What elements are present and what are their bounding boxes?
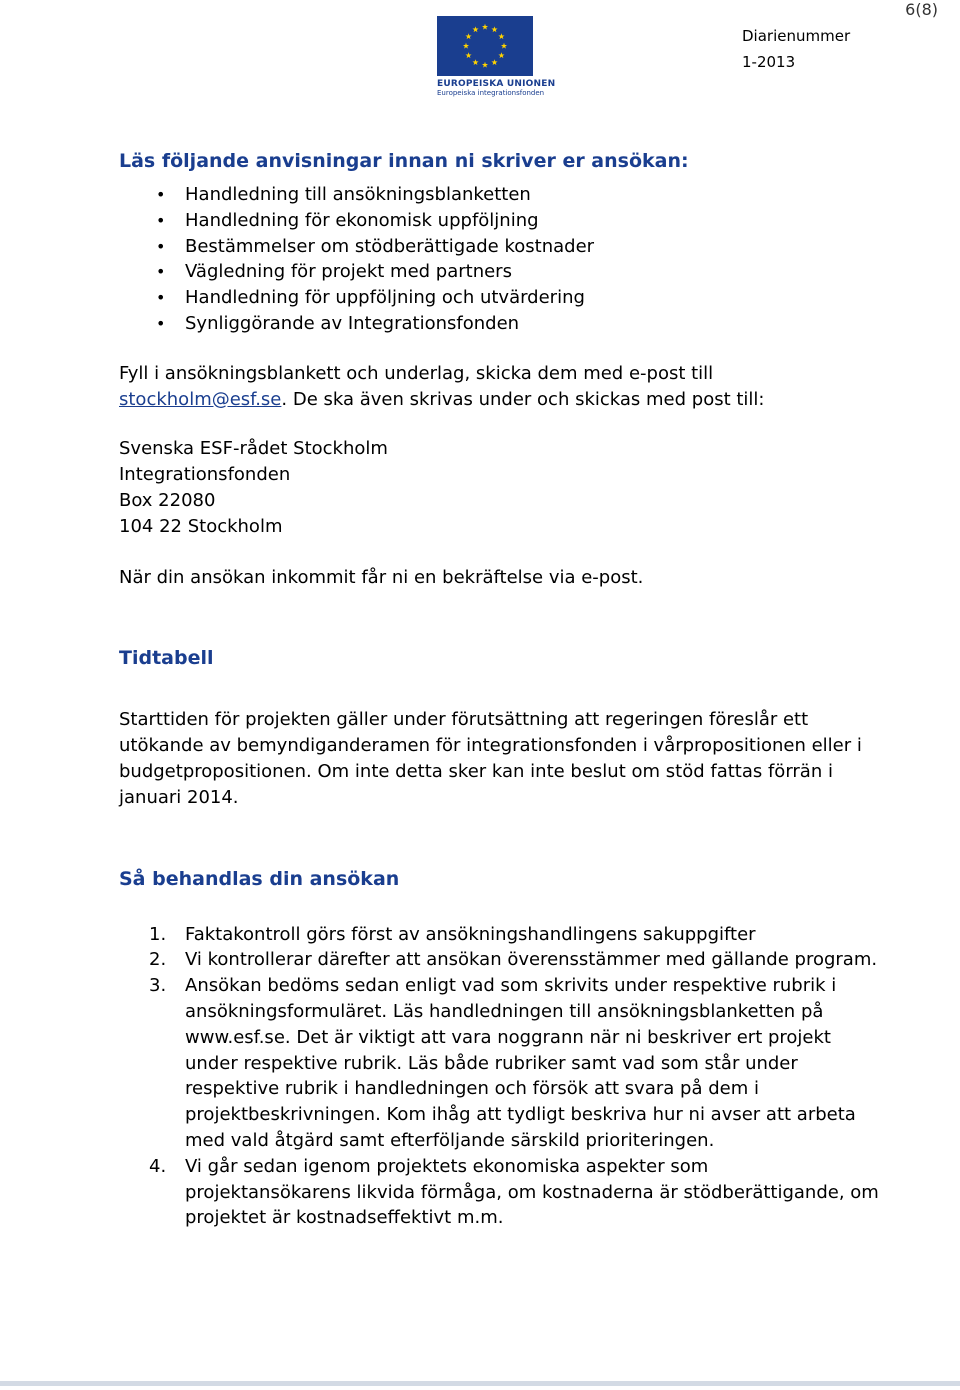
page-number: 6(8) [905,0,938,19]
step-text: Ansökan bedöms sedan enligt vad som skrivits under respektive rubrik i ansökningsformuläret. Läs handledningen till ansökningsblanketten på www.esf.se. Det är viktigt att vara noggrann när ni beskriver ert projekt under respektive rubrik. Läs både rubriker samt vad som står under respektive rubrik i handledningen och försök att svara på dem i projektbeskrivningen. Kom ihåg att tydligt beskriva hur ni avser att arbeta med vald åtgärd samt efterföljande särskild prioriteringen. [185,975,856,1151]
email-link[interactable]: stockholm@esf.se [119,388,282,410]
post-text: . De ska även skrivas under och skickas med post till: [281,388,765,410]
diarienummer-value: 1-2013 [742,53,796,71]
star-icon [491,26,497,32]
diarienummer [742,23,850,75]
document-body [119,148,879,1231]
address-line: Svenska ESF-rådet Stockholm [119,438,388,460]
list-item: • Vägledning för projekt med partners [185,259,879,285]
star-icon [498,52,504,58]
list-item: • Bestämmelser om stödberättigade kostnader [185,234,879,260]
list-item: • Handledning till ansökningsblanketten [185,182,879,208]
logo-line2: Europeiska integrationsfonden [437,89,545,97]
eu-logo [437,16,556,102]
logo-line1: EUROPEISKA UNIONEN [437,79,556,89]
star-icon [472,26,478,32]
eu-stars-icon [437,16,533,76]
list-item: • Handledning för uppföljning och utvärdering [185,285,879,311]
step-item [119,1154,879,1231]
step-item [119,947,879,973]
step-text: Vi kontrollerar därefter att ansökan överensstämmer med gällande program. [185,949,878,971]
star-icon [498,33,504,39]
address-block [119,436,879,539]
address-line: 104 22 Stockholm [119,515,283,537]
star-icon [482,62,488,68]
send-text: Fyll i ansökningsblankett och underlag, skicka dem med e-post till [119,362,714,384]
send-paragraph [119,361,879,413]
star-icon [463,43,469,49]
eu-flag-icon [437,16,533,76]
star-icon [472,59,478,65]
timetable-text: Starttiden för projekten gäller under förutsättning att regeringen föreslår ett utökande av bemyndiganderamen för integrationsfonden i vårpropositionen eller i budgetpropositionen. Om inte detta sker kan inte beslut om stöd fattas förrän i januari 2014. [119,709,862,808]
step-number: 2. [149,949,167,971]
step-item [119,973,879,1154]
process-steps [119,922,879,1232]
step-item [119,922,879,948]
instructions-list [119,182,879,337]
address-line: Integrationsfonden [119,464,291,486]
diarienummer-label: Diarienummer [742,27,851,45]
star-icon [466,52,472,58]
list-item: • Handledning för ekonomisk uppföljning [185,208,879,234]
timetable-heading: Tidtabell [119,647,214,670]
address-line: Box 22080 [119,489,216,511]
list-item: • Synliggörande av Integrationsfonden [185,311,879,337]
step-number: 3. [149,975,167,997]
step-text: Faktakontroll görs först av ansökningshandlingens sakuppgifter [185,923,756,945]
star-icon [491,59,497,65]
process-heading: Så behandlas din ansökan [119,867,400,890]
star-icon [501,43,507,49]
star-icon [482,24,488,30]
confirmation-text: När din ansökan inkommit får ni en bekräftelse via e-post. [119,566,644,588]
star-icon [466,33,472,39]
step-number: 1. [149,923,167,945]
step-text: Vi går sedan igenom projektets ekonomiska aspekter som projektansökarens likvida förmåga, om kostnaderna är stödberättigande, om projektet är kostnadseffektivt m.m. [185,1155,879,1229]
step-number: 4. [149,1155,167,1177]
bottom-divider [0,1381,960,1386]
instructions-heading: Läs följande anvisningar innan ni skriver er ansökan: [119,150,689,172]
